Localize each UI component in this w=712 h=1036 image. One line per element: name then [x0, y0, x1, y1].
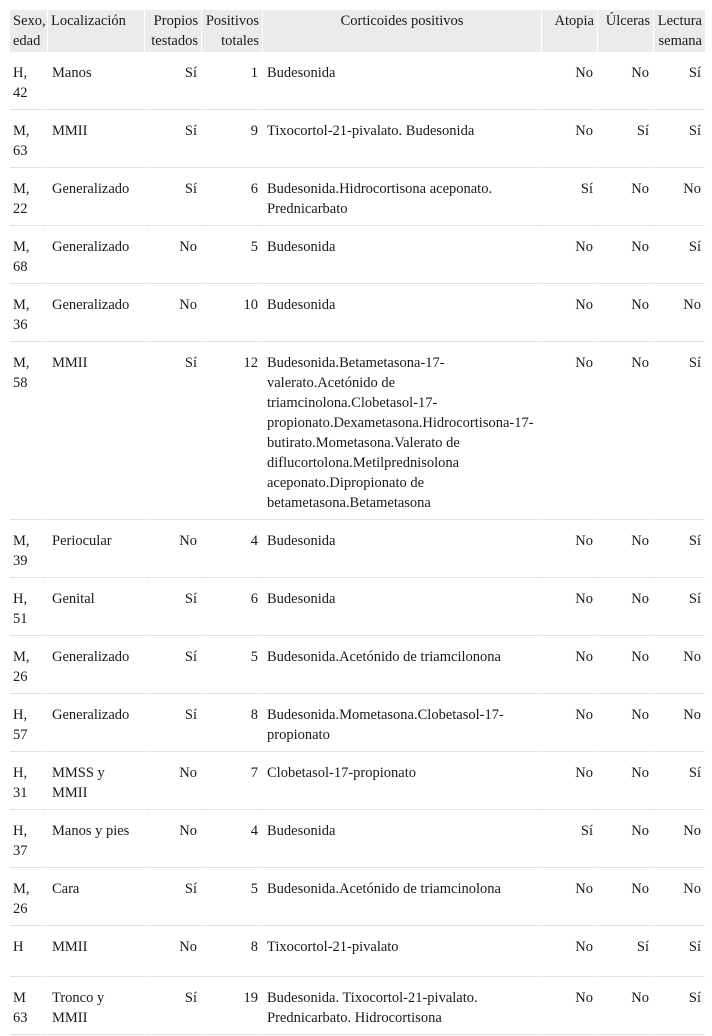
- corticoids-cell: Tixocortol-21-pivalato: [263, 927, 541, 977]
- location-cell: MMII: [48, 343, 144, 520]
- column-header-week-reading: Lectura semana: [654, 10, 705, 52]
- own-tested-cell: Sí: [145, 343, 201, 520]
- ulcers-cell: Sí: [598, 111, 653, 168]
- corticoids-cell: Budesonida: [263, 285, 541, 342]
- total-positives-cell: 8: [202, 927, 262, 977]
- location-cell: Periocular: [48, 521, 144, 578]
- corticoids-cell: Budesonida.Hidrocortisona aceponato. Prednicarbato: [263, 169, 541, 226]
- week-reading-cell: Sí: [654, 521, 705, 578]
- column-header-atopy: Atopia: [542, 10, 597, 52]
- sex-age-cell: H: [10, 927, 47, 977]
- sex-age-cell: M, 68: [10, 227, 47, 284]
- own-tested-cell: No: [145, 227, 201, 284]
- atopy-cell: No: [542, 285, 597, 342]
- header-row: [10, 10, 705, 52]
- own-tested-cell: No: [145, 753, 201, 810]
- total-positives-cell: 5: [202, 227, 262, 284]
- week-reading-cell: No: [654, 169, 705, 226]
- table-row: [10, 869, 705, 926]
- week-reading-cell: Sí: [654, 978, 705, 1035]
- corticoids-cell: Budesonida: [263, 227, 541, 284]
- ulcers-cell: No: [598, 978, 653, 1035]
- sex-age-cell: M, 39: [10, 521, 47, 578]
- location-cell: Generalizado: [48, 695, 144, 752]
- table-row: [10, 927, 705, 977]
- sex-age-cell: M, 58: [10, 343, 47, 520]
- table-row: [10, 227, 705, 284]
- total-positives-cell: 4: [202, 521, 262, 578]
- table-container: [9, 9, 704, 1026]
- ulcers-cell: No: [598, 869, 653, 926]
- atopy-cell: No: [542, 869, 597, 926]
- location-cell: Manos: [48, 53, 144, 110]
- table-row: [10, 343, 705, 520]
- sex-age-cell: M, 22: [10, 169, 47, 226]
- atopy-cell: No: [542, 695, 597, 752]
- location-cell: Generalizado: [48, 169, 144, 226]
- ulcers-cell: No: [598, 521, 653, 578]
- week-reading-cell: Sí: [654, 227, 705, 284]
- table-row: [10, 811, 705, 868]
- location-cell: Tronco y MMII: [48, 978, 144, 1035]
- corticoids-cell: Budesonida.Acetónido de triamcilonona: [263, 637, 541, 694]
- table-row: [10, 521, 705, 578]
- total-positives-cell: 7: [202, 753, 262, 810]
- total-positives-cell: 5: [202, 869, 262, 926]
- corticoids-cell: Tixocortol-21-pivalato. Budesonida: [263, 111, 541, 168]
- total-positives-cell: 5: [202, 637, 262, 694]
- atopy-cell: No: [542, 343, 597, 520]
- week-reading-cell: Sí: [654, 53, 705, 110]
- table-row: [10, 111, 705, 168]
- atopy-cell: No: [542, 111, 597, 168]
- atopy-cell: No: [542, 637, 597, 694]
- own-tested-cell: Sí: [145, 579, 201, 636]
- ulcers-cell: No: [598, 169, 653, 226]
- table-row: [10, 637, 705, 694]
- week-reading-cell: No: [654, 285, 705, 342]
- week-reading-cell: No: [654, 637, 705, 694]
- ulcers-cell: No: [598, 227, 653, 284]
- own-tested-cell: Sí: [145, 869, 201, 926]
- own-tested-cell: Sí: [145, 111, 201, 168]
- week-reading-cell: Sí: [654, 579, 705, 636]
- sex-age-cell: H, 57: [10, 695, 47, 752]
- column-header-location: Localización: [48, 10, 144, 52]
- total-positives-cell: 1: [202, 53, 262, 110]
- location-cell: Cara: [48, 869, 144, 926]
- table-row: [10, 579, 705, 636]
- sex-age-cell: M, 26: [10, 869, 47, 926]
- table-row: [10, 978, 705, 1035]
- location-cell: Generalizado: [48, 227, 144, 284]
- table-row: [10, 285, 705, 342]
- own-tested-cell: Sí: [145, 978, 201, 1035]
- ulcers-cell: No: [598, 637, 653, 694]
- column-header-total-positives: Positivos totales: [202, 10, 262, 52]
- total-positives-cell: 4: [202, 811, 262, 868]
- total-positives-cell: 9: [202, 111, 262, 168]
- table-row: [10, 53, 705, 110]
- own-tested-cell: No: [145, 811, 201, 868]
- table-row: [10, 753, 705, 810]
- corticoids-cell: Clobetasol-17-propionato: [263, 753, 541, 810]
- sex-age-cell: M, 63: [10, 111, 47, 168]
- column-header-sex-age: Sexo, edad: [10, 10, 47, 52]
- total-positives-cell: 12: [202, 343, 262, 520]
- ulcers-cell: No: [598, 695, 653, 752]
- week-reading-cell: Sí: [654, 753, 705, 810]
- atopy-cell: Sí: [542, 811, 597, 868]
- location-cell: Generalizado: [48, 637, 144, 694]
- ulcers-cell: No: [598, 579, 653, 636]
- location-cell: MMSS y MMII: [48, 753, 144, 810]
- own-tested-cell: No: [145, 521, 201, 578]
- atopy-cell: No: [542, 227, 597, 284]
- corticoids-cell: Budesonida.Acetónido de triamcinolona: [263, 869, 541, 926]
- week-reading-cell: Sí: [654, 111, 705, 168]
- week-reading-cell: Sí: [654, 343, 705, 520]
- location-cell: MMII: [48, 111, 144, 168]
- corticoids-cell: Budesonida.Mometasona.Clobetasol-17-propionato: [263, 695, 541, 752]
- sex-age-cell: H, 31: [10, 753, 47, 810]
- atopy-cell: No: [542, 53, 597, 110]
- total-positives-cell: 6: [202, 169, 262, 226]
- atopy-cell: No: [542, 927, 597, 977]
- atopy-cell: Sí: [542, 169, 597, 226]
- own-tested-cell: Sí: [145, 637, 201, 694]
- total-positives-cell: 10: [202, 285, 262, 342]
- ulcers-cell: No: [598, 53, 653, 110]
- atopy-cell: No: [542, 521, 597, 578]
- location-cell: MMII: [48, 927, 144, 977]
- total-positives-cell: 8: [202, 695, 262, 752]
- week-reading-cell: No: [654, 695, 705, 752]
- corticoids-cell: Budesonida: [263, 811, 541, 868]
- table-row: [10, 169, 705, 226]
- sex-age-cell: H, 37: [10, 811, 47, 868]
- atopy-cell: No: [542, 579, 597, 636]
- own-tested-cell: Sí: [145, 169, 201, 226]
- corticoid-patch-test-table: [9, 9, 706, 1036]
- location-cell: Genital: [48, 579, 144, 636]
- atopy-cell: No: [542, 753, 597, 810]
- sex-age-cell: M, 26: [10, 637, 47, 694]
- sex-age-cell: H, 42: [10, 53, 47, 110]
- own-tested-cell: Sí: [145, 53, 201, 110]
- total-positives-cell: 6: [202, 579, 262, 636]
- sex-age-cell: M, 36: [10, 285, 47, 342]
- location-cell: Manos y pies: [48, 811, 144, 868]
- sex-age-cell: M 63: [10, 978, 47, 1035]
- week-reading-cell: No: [654, 811, 705, 868]
- table-row: [10, 695, 705, 752]
- week-reading-cell: No: [654, 869, 705, 926]
- ulcers-cell: No: [598, 343, 653, 520]
- corticoids-cell: Budesonida: [263, 579, 541, 636]
- ulcers-cell: No: [598, 753, 653, 810]
- sex-age-cell: H, 51: [10, 579, 47, 636]
- own-tested-cell: No: [145, 285, 201, 342]
- corticoids-cell: Budesonida. Tixocortol-21-pivalato. Prednicarbato. Hidrocortisona: [263, 978, 541, 1035]
- own-tested-cell: Sí: [145, 695, 201, 752]
- total-positives-cell: 19: [202, 978, 262, 1035]
- week-reading-cell: Sí: [654, 927, 705, 977]
- column-header-own-tested: Propios testados: [145, 10, 201, 52]
- column-header-ulcers: Úlceras: [598, 10, 653, 52]
- column-header-positive-corticoids: Corticoides positivos: [263, 10, 541, 52]
- corticoids-cell: Budesonida.Betametasona-17-valerato.Acetónido de triamcinolona.Clobetasol-17-propionato.Dexametasona.Hidrocortisona-17-butirato.Mometasona.Valerato de diflucortolona.Metilprednisolona aceponato.Dipropionato de betametasona.Betametasona: [263, 343, 541, 520]
- own-tested-cell: No: [145, 927, 201, 977]
- ulcers-cell: No: [598, 811, 653, 868]
- ulcers-cell: Sí: [598, 927, 653, 977]
- location-cell: Generalizado: [48, 285, 144, 342]
- corticoids-cell: Budesonida: [263, 53, 541, 110]
- ulcers-cell: No: [598, 285, 653, 342]
- atopy-cell: No: [542, 978, 597, 1035]
- corticoids-cell: Budesonida: [263, 521, 541, 578]
